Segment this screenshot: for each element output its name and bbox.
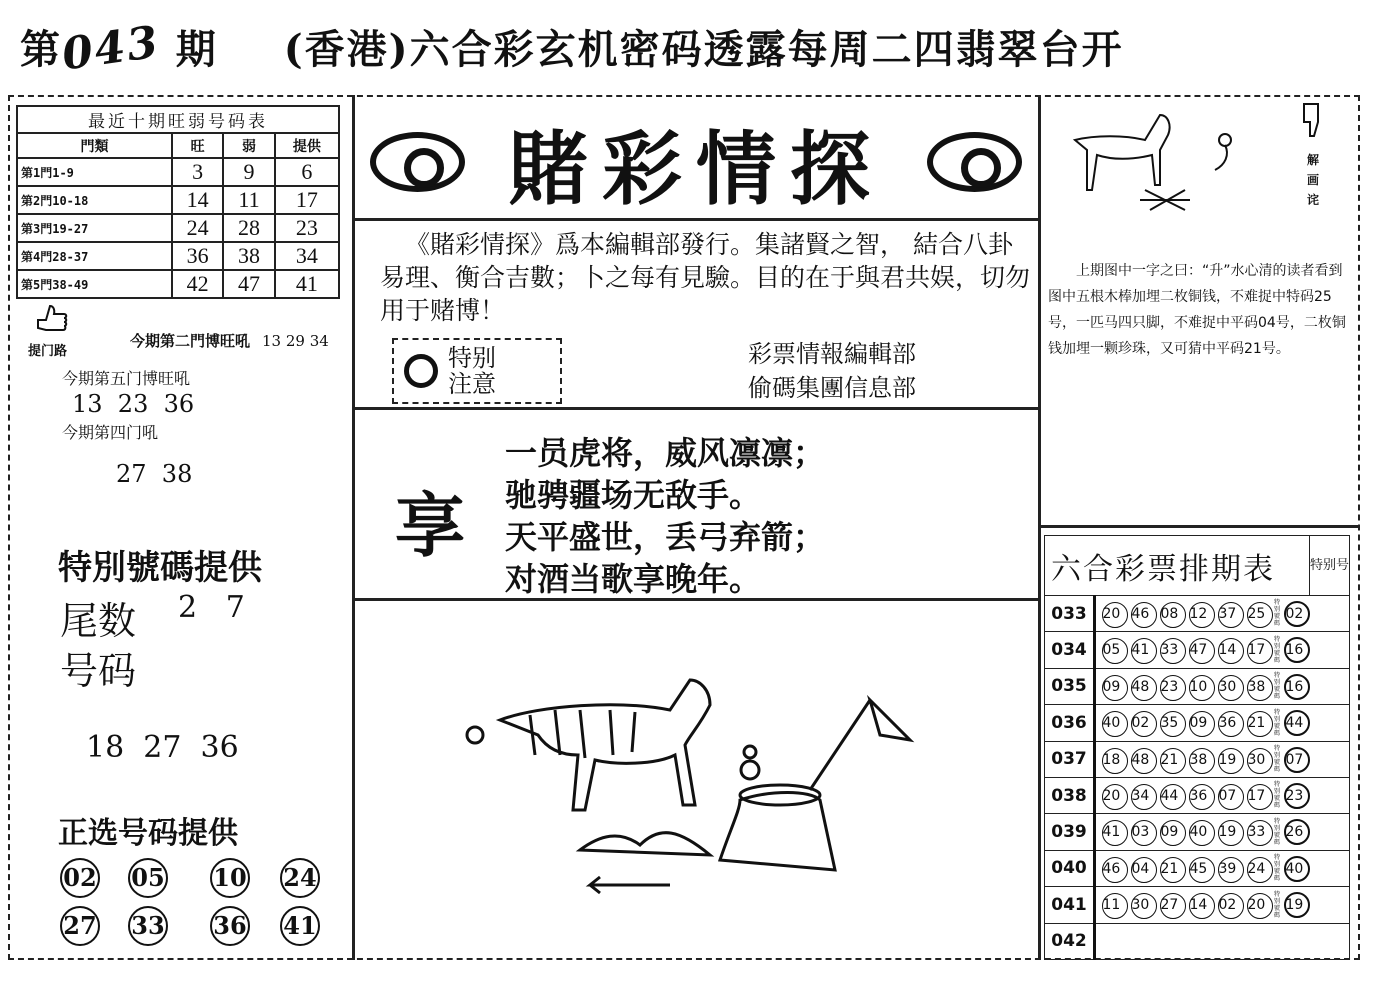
number-ball: 17 (1247, 638, 1273, 664)
issue-number: 041 (1045, 887, 1095, 923)
number-ball: 11 (1102, 893, 1128, 919)
banner-title: 賭彩情探 (508, 121, 884, 216)
number-ball: 20 (1247, 893, 1273, 919)
number-ball: 33 (1160, 638, 1186, 664)
number-ball: 39 (1218, 857, 1244, 883)
tail-numbers: 2 7 (178, 590, 245, 625)
page-header (20, 18, 1360, 88)
issue-number: 033 (1045, 596, 1095, 632)
special-tag: 特别號碼 (1274, 817, 1281, 846)
schedule-row (1045, 777, 1350, 813)
schedule-row (1045, 596, 1350, 632)
issue-number: 043 (58, 16, 163, 81)
number-ball: 21 (1160, 748, 1186, 774)
cell-value: 34 (275, 242, 339, 270)
special-header: 特别号 (1310, 536, 1350, 596)
number-ball: 14 (1189, 893, 1215, 919)
special-number-ball: 19 (1284, 892, 1310, 918)
page-title: (香港)六合彩玄机密码透露每周二四翡翠台开 (283, 26, 1124, 73)
cell-value: 36 (172, 242, 223, 270)
number-ball: 10 (1189, 675, 1215, 701)
number-ball: 02 (60, 858, 100, 898)
cell-value: 3 (172, 158, 223, 186)
number-ball: 20 (1102, 602, 1128, 628)
number-ball: 48 (1131, 748, 1157, 774)
number-ball: 12 (1189, 602, 1215, 628)
door4-label: 今期第四门吼 (62, 423, 159, 442)
issue-number: 039 (1045, 814, 1095, 850)
number-ball: 38 (1247, 675, 1273, 701)
main-title: 正选号码提供 (58, 816, 238, 851)
special-number-ball: 44 (1284, 710, 1310, 736)
door5-label: 今期第五门博旺吼 (62, 369, 191, 388)
drawn-numbers (1095, 923, 1350, 959)
pointing-hand-icon (1298, 100, 1326, 140)
cell-value: 23 (275, 214, 339, 242)
tail-label: 尾数 (60, 599, 137, 643)
number-ball: 09 (1160, 820, 1186, 846)
divider (1038, 525, 1360, 528)
number-ball: 17 (1247, 784, 1273, 810)
row-label: 第4門28-37 (17, 242, 172, 270)
number-ball: 41 (1131, 638, 1157, 664)
number-ball: 40 (1102, 711, 1128, 737)
table-row (17, 186, 339, 214)
row-label: 第3門19-27 (17, 214, 172, 242)
number-values: 18 27 36 (86, 730, 239, 765)
issue-number: 040 (1045, 850, 1095, 886)
schedule-table (1044, 535, 1350, 960)
schedule-row (1045, 668, 1350, 704)
divider (352, 407, 1040, 410)
number-ball: 19 (1218, 820, 1244, 846)
number-ball: 24 (280, 858, 320, 898)
table-caption: 最近十期旺弱号码表 (17, 106, 339, 133)
column-header: 門類 (17, 133, 172, 158)
column-header: 旺 (172, 133, 223, 158)
cell-value: 17 (275, 186, 339, 214)
issue-number: 038 (1045, 777, 1095, 813)
row-label: 第1門1-9 (17, 158, 172, 186)
picture-label: 解画诧 (1307, 153, 1320, 207)
schedule-title: 六合彩票排期表 (1045, 536, 1310, 596)
number-ball: 27 (1160, 893, 1186, 919)
poem-line: 驰骋疆场无敌手。 (505, 476, 762, 514)
number-ball: 35 (1160, 711, 1186, 737)
special-tag: 特别號碼 (1274, 599, 1281, 628)
special-number-ball: 16 (1284, 637, 1310, 663)
cell-value: 28 (223, 214, 274, 242)
eye-icon (370, 132, 465, 192)
number-ball: 46 (1102, 857, 1128, 883)
number-ball: 23 (1160, 675, 1186, 701)
number-ball: 10 (210, 858, 250, 898)
cell-value: 9 (223, 158, 274, 186)
schedule-row (1045, 741, 1350, 777)
notice-line: 注意 (448, 370, 496, 398)
special-title: 特別號碼提供 (58, 548, 262, 588)
title-banner (360, 112, 1032, 216)
poem-line: 一员虎将，威风凛凛； (505, 434, 826, 472)
table-row (17, 270, 339, 298)
issue-suffix: 期 (175, 26, 218, 73)
poem-line: 天平盛世，丢弓弃箭； (505, 518, 826, 556)
number-ball: 21 (1160, 857, 1186, 883)
poem (505, 432, 825, 600)
drawn-numbers (1095, 741, 1350, 777)
number-ball: 47 (1189, 638, 1215, 664)
special-tag: 特别號碼 (1274, 745, 1281, 773)
divider (352, 95, 355, 960)
number-ball: 02 (1131, 711, 1157, 737)
special-number-ball: 16 (1284, 674, 1310, 700)
poem-line: 对酒当歌享晚年。 (505, 560, 762, 598)
door4-numbers: 27 38 (116, 460, 193, 488)
cell-value: 14 (172, 186, 223, 214)
horse-illustration (1045, 100, 1260, 215)
cell-value: 42 (172, 270, 223, 298)
number-ball: 03 (1131, 820, 1157, 846)
special-tag: 特别號碼 (1274, 672, 1281, 701)
special-tag: 特别號碼 (1274, 854, 1281, 883)
number-ball: 07 (1218, 784, 1244, 810)
number-ball: 30 (1218, 675, 1244, 701)
number-ball: 19 (1218, 748, 1244, 774)
table-row (17, 242, 339, 270)
number-ball: 38 (1189, 748, 1215, 774)
number-ball: 14 (1218, 638, 1244, 664)
number-ball: 33 (1247, 820, 1273, 846)
drawn-numbers (1095, 668, 1350, 704)
number-ball: 33 (128, 906, 168, 946)
number-ball: 36 (210, 906, 250, 946)
door2-numbers: 13 29 34 (262, 332, 329, 350)
special-tag: 特别號碼 (1274, 890, 1281, 919)
notice-box (392, 338, 562, 404)
table-row (17, 214, 339, 242)
number-ball: 27 (60, 906, 100, 946)
number-ball: 18 (1102, 748, 1128, 774)
issue-number: 042 (1045, 923, 1095, 959)
special-number-ball: 02 (1284, 601, 1310, 627)
schedule-row (1045, 705, 1350, 741)
special-number-ball: 40 (1284, 856, 1310, 882)
special-number-ball: 23 (1284, 783, 1310, 809)
special-tag: 特别號碼 (1274, 635, 1281, 664)
schedule-row (1045, 850, 1350, 886)
special-number-ball: 26 (1284, 819, 1310, 845)
drawn-numbers (1095, 777, 1350, 813)
schedule-row (1045, 887, 1350, 923)
cell-value: 6 (275, 158, 339, 186)
number-ball: 36 (1218, 711, 1244, 737)
number-ball: 41 (1102, 820, 1128, 846)
issue-number: 037 (1045, 741, 1095, 777)
intro-text: 《賭彩情探》爲本編輯部發行。集諸賢之智， 結合八卦易理、衡合吉數；卜之每有見驗。目的在于與君共娱，切勿用于赌博！ (380, 230, 1031, 325)
drawn-numbers (1095, 705, 1350, 741)
number-ball: 24 (1247, 857, 1273, 883)
number-ball: 44 (1160, 784, 1186, 810)
schedule-row (1045, 923, 1350, 959)
row-label: 第2門10-18 (17, 186, 172, 214)
number-ball: 08 (1160, 602, 1186, 628)
number-ball: 04 (1131, 857, 1157, 883)
number-ball: 40 (1189, 820, 1215, 846)
number-ball: 21 (1247, 711, 1273, 737)
special-tag: 特别號碼 (1274, 708, 1281, 737)
hot-cold-table (16, 105, 340, 299)
bomb-icon (404, 354, 438, 388)
number-ball: 30 (1131, 893, 1157, 919)
cell-value: 47 (223, 270, 274, 298)
issue-number: 035 (1045, 668, 1095, 704)
drawn-numbers (1095, 850, 1350, 886)
number-ball: 09 (1189, 711, 1215, 737)
cell-value: 38 (223, 242, 274, 270)
issue-number: 036 (1045, 705, 1095, 741)
number-ball: 46 (1131, 602, 1157, 628)
issue-prefix: 第 (20, 26, 62, 73)
picture-explanation: 上期图中一字之曰：“升”水心清的读者看到图中五根木棒加埋二枚铜钱，不难捉中特码25号，一匹马四只脚，不难捉中平码04号，二枚铜钱加埋一颗珍珠，又可猜中平码21号。 (1048, 263, 1346, 357)
number-ball: 41 (280, 906, 320, 946)
dept-name: 偷碼集團信息部 (748, 374, 916, 402)
drawn-numbers (1095, 887, 1350, 923)
issue-number: 034 (1045, 632, 1095, 668)
number-ball: 05 (1102, 638, 1128, 664)
cell-value: 41 (275, 270, 339, 298)
schedule-row (1045, 814, 1350, 850)
cell-value: 11 (223, 186, 274, 214)
door2-label: 今期第二門博旺吼 (130, 332, 251, 350)
number-ball: 30 (1247, 748, 1273, 774)
number-ball: 09 (1102, 675, 1128, 701)
special-number-ball: 07 (1284, 747, 1310, 773)
number-label: 号码 (60, 649, 137, 693)
drawn-numbers (1095, 596, 1350, 632)
dept-name: 彩票情報編輯部 (748, 340, 916, 368)
row-label: 第5門38-49 (17, 270, 172, 298)
number-ball: 34 (1131, 784, 1157, 810)
number-ball: 20 (1102, 784, 1128, 810)
thumbs-up-icon (30, 300, 70, 340)
poem-character: 享 (395, 484, 465, 567)
notice-line: 特别 (448, 344, 496, 372)
eye-icon (927, 132, 1022, 192)
cell-value: 24 (172, 214, 223, 242)
number-ball: 37 (1218, 602, 1244, 628)
schedule-row (1045, 632, 1350, 668)
tip-label: 提门路 (28, 344, 68, 359)
number-ball: 45 (1189, 857, 1215, 883)
number-ball: 02 (1218, 893, 1244, 919)
number-ball: 05 (128, 858, 168, 898)
drawn-numbers (1095, 814, 1350, 850)
column-header: 提供 (275, 133, 339, 158)
number-ball: 36 (1189, 784, 1215, 810)
door5-numbers: 13 23 36 (72, 390, 195, 418)
drawn-numbers (1095, 632, 1350, 668)
number-ball: 48 (1131, 675, 1157, 701)
special-tag: 特别號碼 (1274, 781, 1281, 810)
number-ball: 25 (1247, 602, 1273, 628)
table-row (17, 158, 339, 186)
tiger-illustration (460, 660, 920, 910)
column-header: 弱 (223, 133, 274, 158)
